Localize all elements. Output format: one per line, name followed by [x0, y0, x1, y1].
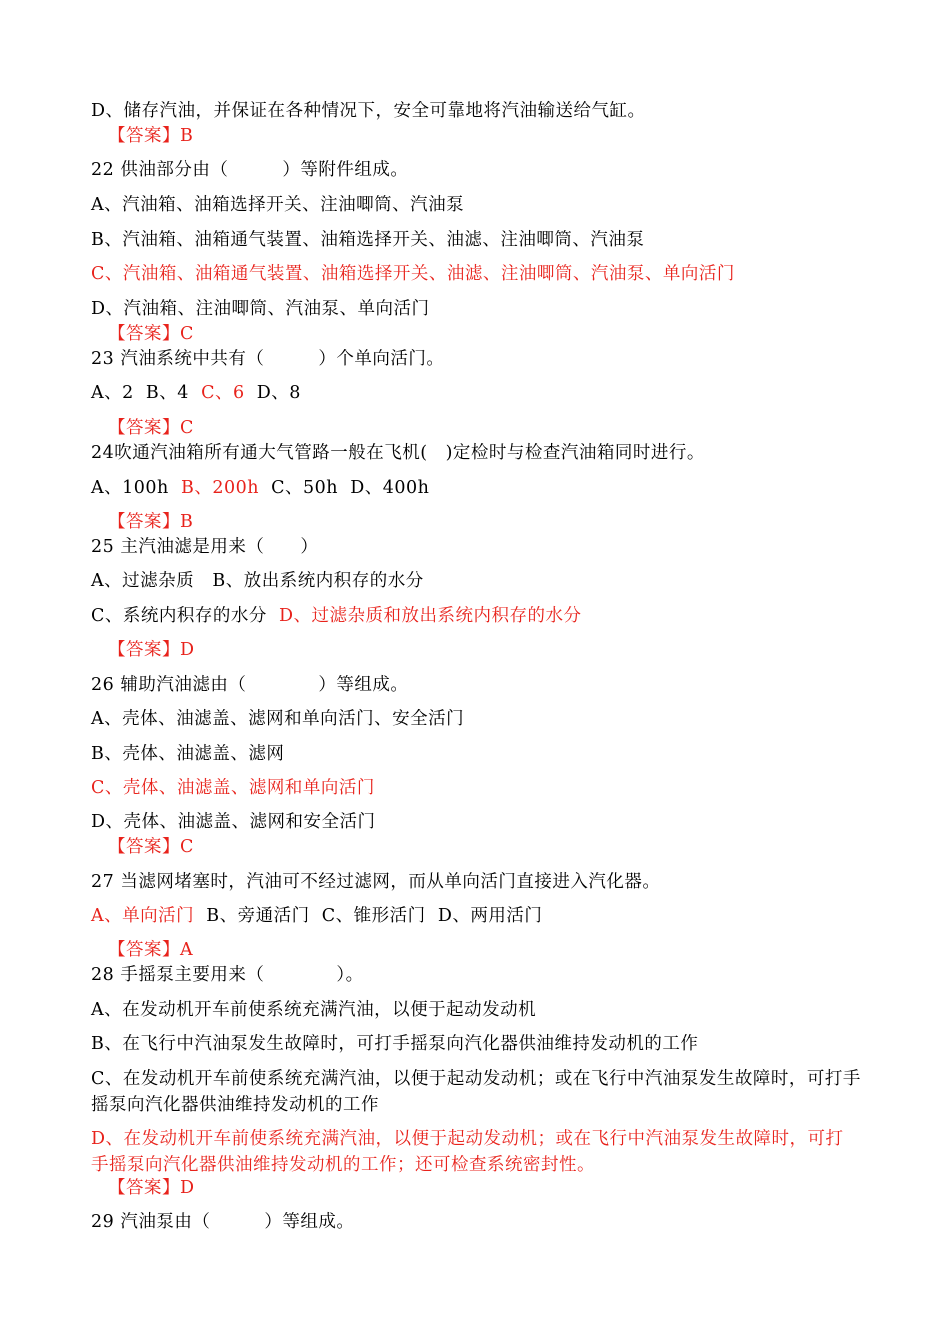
option-d-line: D、壳体、油滤盖、滤网和安全活门: [91, 812, 376, 832]
option-d: D、8: [256, 383, 301, 403]
option-b-line: B、汽油箱、油箱通气装置、油箱选择开关、油滤、注油唧筒、汽油泵: [91, 230, 645, 250]
options-row: [91, 604, 582, 628]
option-d-correct: D、过滤杂质和放出系统内积存的水分: [279, 606, 582, 626]
option-a: A、过滤杂质: [91, 571, 195, 591]
answer-label: 【答案】: [108, 126, 180, 146]
option-c: C、50h: [271, 478, 339, 498]
option-b-correct: B、200h: [180, 478, 259, 498]
answer-value: C: [180, 418, 194, 438]
options-row: [91, 569, 424, 593]
option-b: B、4: [145, 383, 189, 403]
option-a-line: A、汽油箱、油箱选择开关、注油唧筒、汽油泵: [91, 195, 465, 215]
option-b-line: B、在飞行中汽油泵发生故障时，可打手摇泵向汽化器供油维持发动机的工作: [91, 1034, 699, 1054]
answer-line: [108, 416, 194, 440]
options-row: [91, 476, 429, 500]
answer-line: [108, 835, 194, 859]
option-c: C、锥形活门: [321, 906, 426, 926]
option-c-correct: C、6: [201, 383, 245, 403]
question-29: 29 汽油泵由（ ）等组成。: [91, 1212, 355, 1232]
option-b: B、旁通活门: [206, 906, 310, 926]
answer-label: 【答案】: [108, 1178, 180, 1198]
question-24: 24吹通汽油箱所有通大气管路一般在飞机( )定检时与检查汽油箱同时进行。: [91, 443, 705, 463]
options-row: [91, 904, 542, 928]
answer-value: B: [180, 126, 194, 146]
answer-label: 【答案】: [108, 640, 180, 660]
option-c: C、系统内积存的水分: [91, 606, 267, 626]
answer-value: C: [180, 324, 194, 344]
answer-line: [108, 322, 194, 346]
answer-line: [108, 510, 193, 534]
answer-value: D: [180, 640, 195, 660]
option-d: D、两用活门: [437, 906, 543, 926]
answer-line: [108, 638, 195, 662]
option-a-line: A、壳体、油滤盖、滤网和单向活门、安全活门: [91, 709, 465, 729]
answer-label: 【答案】: [108, 418, 180, 438]
answer-line: [108, 938, 193, 962]
answer-label: 【答案】: [108, 324, 180, 344]
option-c-line-correct: C、汽油箱、油箱通气装置、油箱选择开关、油滤、注油唧筒、汽油泵、单向活门: [91, 264, 735, 284]
answer-value: A: [180, 940, 194, 960]
option-a: A、2: [91, 383, 134, 403]
option-d: D、400h: [350, 478, 430, 498]
option-c-line: C、在发动机开车前使系统充满汽油，以便于起动发动机；或在飞行中汽油泵发生故障时，可打手摇泵向汽化器供油维持发动机的工作: [91, 1069, 861, 1115]
answer-label: 【答案】: [108, 512, 180, 532]
question-23: 23 汽油系统中共有（ ）个单向活门。: [91, 349, 445, 369]
question-27: 27 当滤网堵塞时，汽油可不经过滤网，而从单向活门直接进入汽化器。: [91, 872, 661, 892]
question-22: 22 供油部分由（ ）等附件组成。: [91, 160, 409, 180]
option-a: A、100h: [91, 478, 169, 498]
option-b: B、放出系统内积存的水分: [212, 571, 424, 591]
question-25: 25 主汽油滤是用来（ ）: [91, 537, 319, 557]
option-c-line-correct: C、壳体、油滤盖、滤网和单向活门: [91, 778, 375, 798]
option-a-correct: A、单向活门: [91, 906, 195, 926]
answer-value: D: [180, 1178, 195, 1198]
answer-value: C: [180, 837, 194, 857]
option-d-line: D、储存汽油，并保证在各种情况下，安全可靠地将汽油输送给气缸。: [91, 101, 646, 121]
answer-value: B: [180, 512, 194, 532]
answer-line: [108, 1176, 195, 1200]
answer-label: 【答案】: [108, 940, 180, 960]
answer-label: 【答案】: [108, 837, 180, 857]
option-a-line: A、在发动机开车前使系统充满汽油，以便于起动发动机: [91, 1000, 537, 1020]
option-d-line: D、汽油箱、注油唧筒、汽油泵、单向活门: [91, 299, 430, 319]
answer-line: [108, 124, 193, 148]
option-b-line: B、壳体、油滤盖、滤网: [91, 744, 285, 764]
question-28: 28 手摇泵主要用来（ ）。: [91, 965, 364, 985]
options-row: [91, 381, 301, 405]
question-26: 26 辅助汽油滤由（ ）等组成。: [91, 675, 409, 695]
option-d-line-correct: D、在发动机开车前使系统充满汽油，以便于起动发动机；或在飞行中汽油泵发生故障时，可打手摇泵向汽化器供油维持发动机的工作；还可检查系统密封性。: [91, 1129, 844, 1175]
